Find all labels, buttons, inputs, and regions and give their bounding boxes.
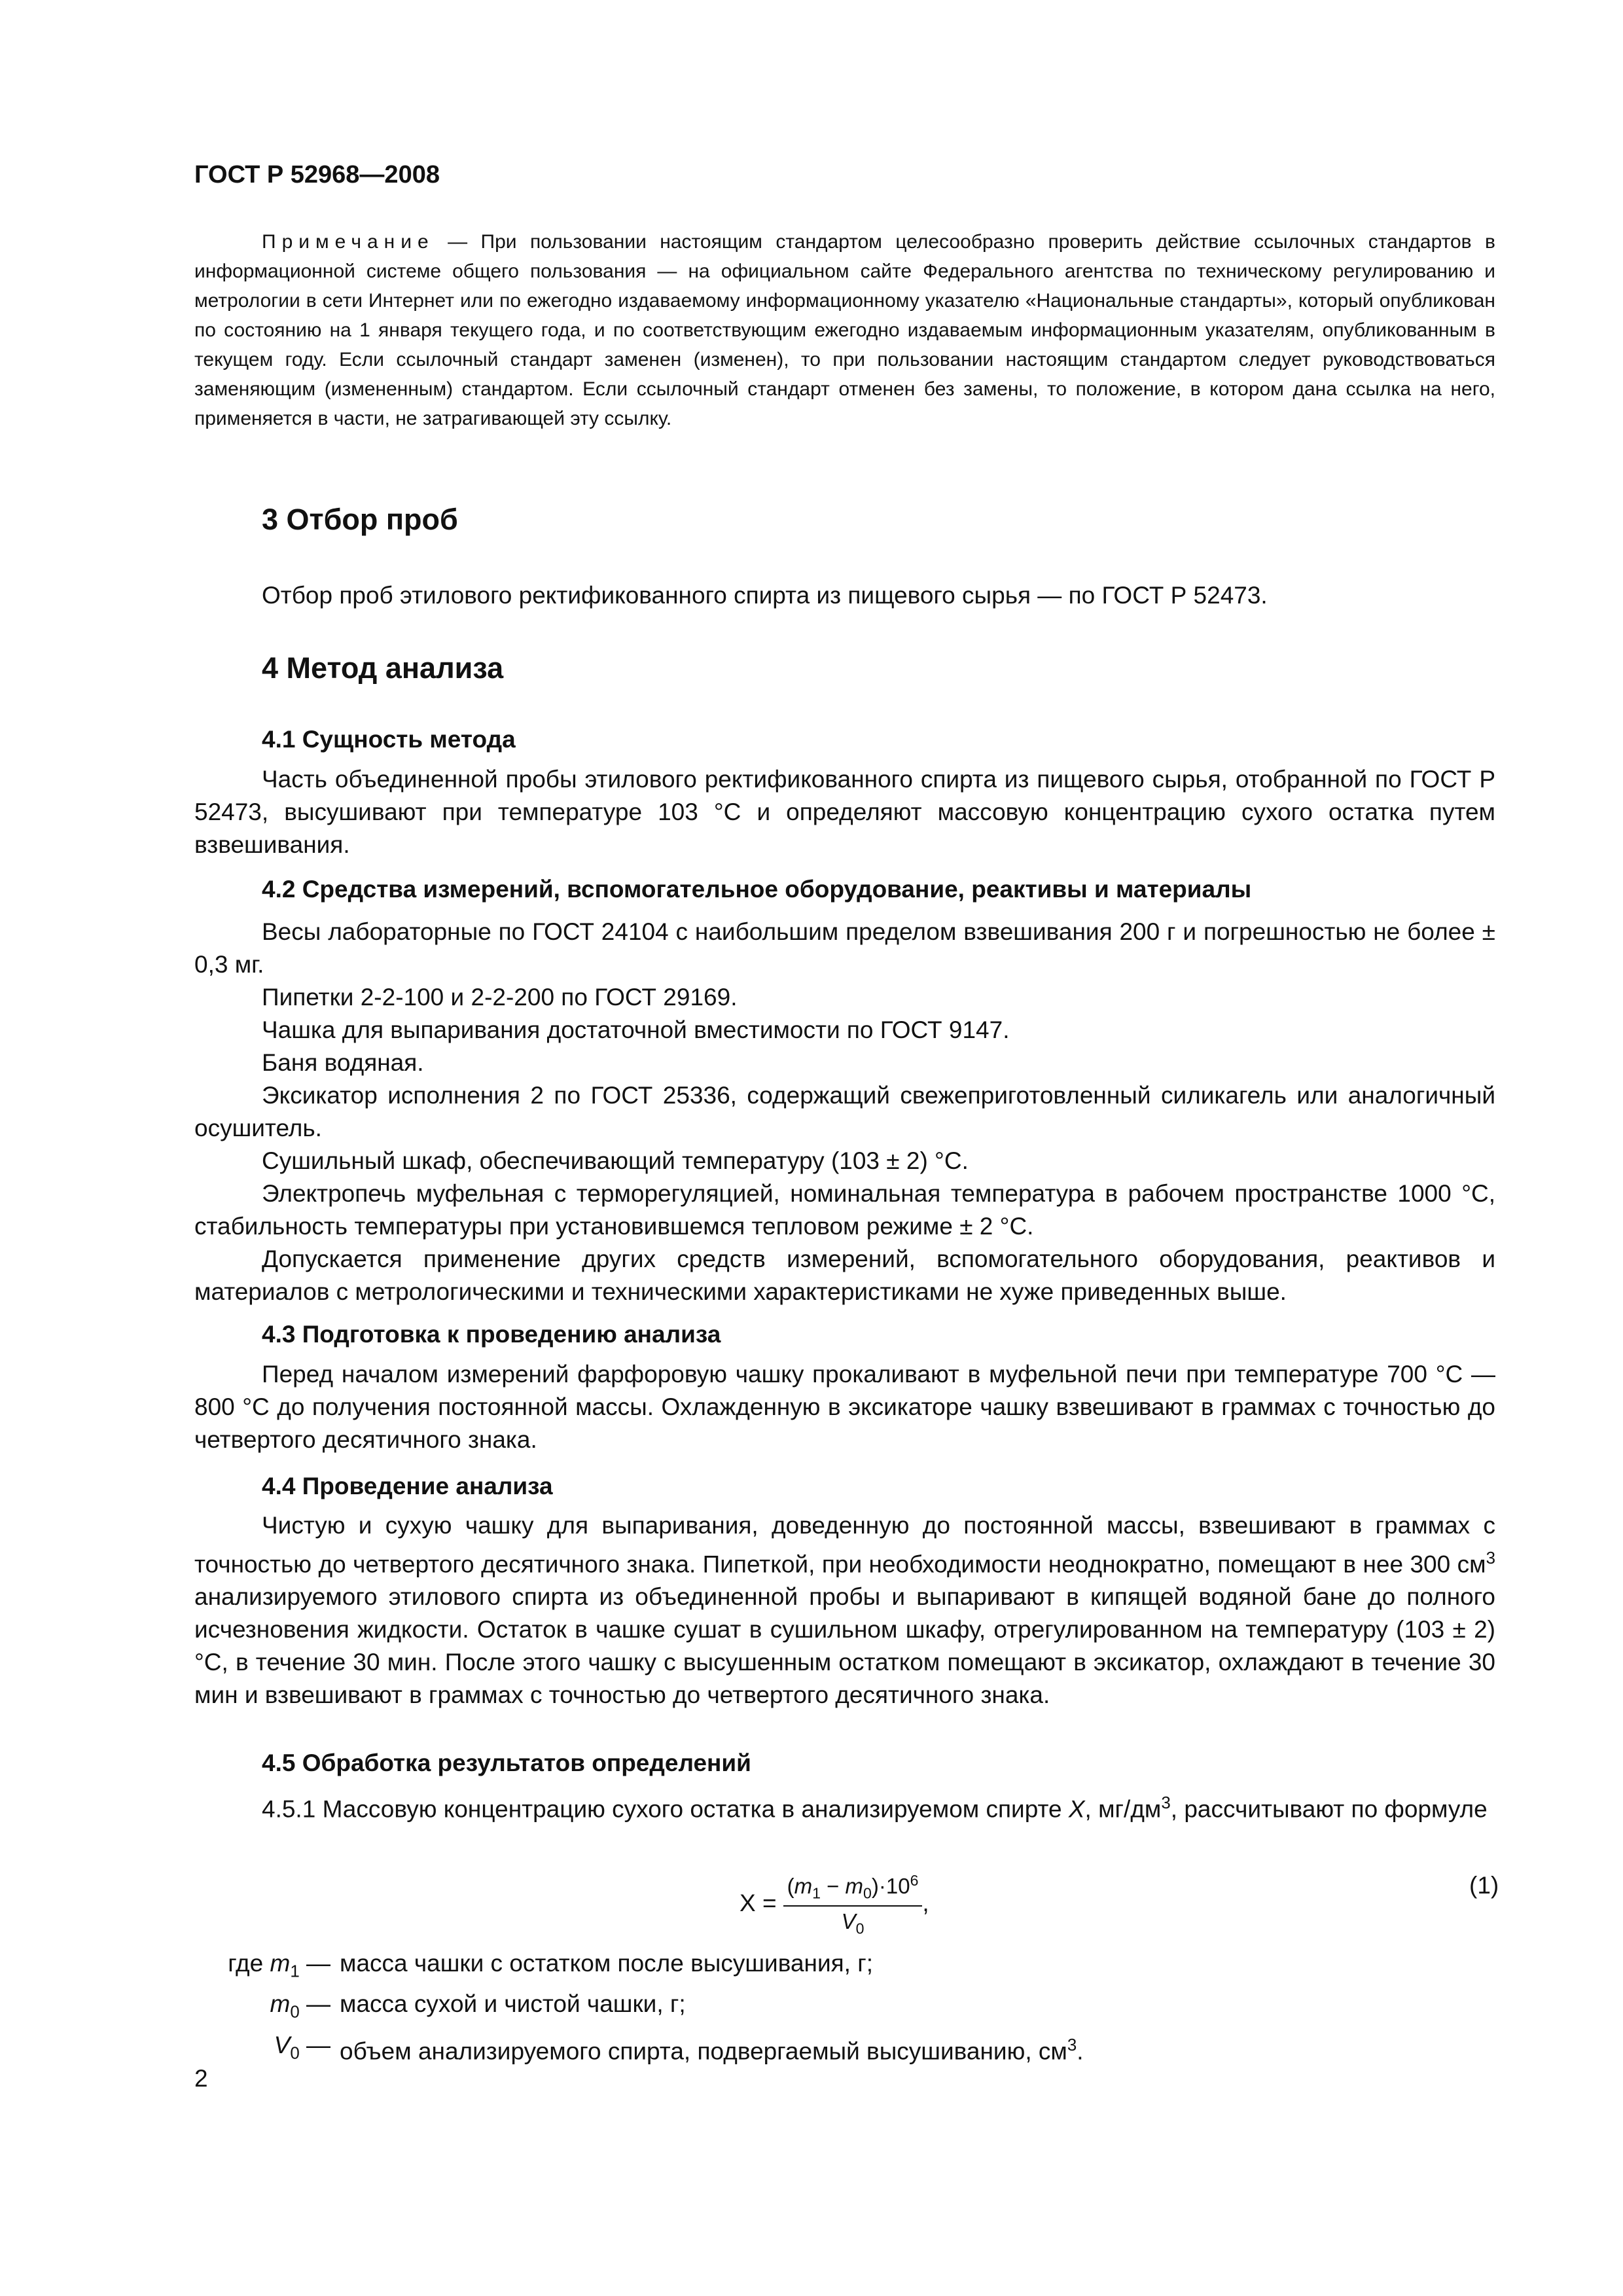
note-paragraph [194, 227, 1495, 433]
note-text: — При пользовании настоящим стандартом целесообразно проверить действие ссылочных стандартов в информационной системе общего пользования — на официальном сайте Федерального агентства по техническому регулированию и метрологии в сети Интернет или по ежегодно издаваемому информационному указателю «Национальные стандарты», который опубликован по состоянию на 1 января текущего года, и по соответствующим ежегодно издаваемым информационным указателям, опубликованным в текущем году. Если ссылочный стандарт заменен (изменен), то при пользовании настоящим стандартом следует руководствоваться заменяющим (измененным) стандартом. Если ссылочный стандарт отменен без замены, то положение, в котором дана ссылка на него, применяется в части, не затрагивающей эту ссылку. [194, 231, 1495, 429]
equation-number: (1) [1469, 1872, 1499, 1899]
section-4-1-title: 4.1 Сущность метода [262, 726, 516, 753]
section-4-4-text: Чистую и сухую чашку для выпаривания, доведенную до постоянной массы, взвешивают в граммах с точностью до четвертого десятичного знака. Пипеткой, при необходимости неоднократно, помещают в нее 300 $см^3$ анализируемого этилового спирта из объединенной пробы и выпаривают в кипящей водяной бане до полного исчезновения жидкости. Остаток в чашке сушат в сушильном шкафу, отрегулированном на температуру (103 ± 2) °С, в течение 30 мин. После этого чашку с высушенным остатком помещают в эксикатор, охлаждают в течение 30 мин и взвешивают в граммах с точностью до четвертого десятичного знака. [194, 1512, 1495, 1709]
section-4-title: 4 Метод анализа [262, 651, 504, 685]
section-4-3-title: 4.3 Подготовка к проведению анализа [262, 1321, 721, 1348]
formula-definitions [194, 1947, 1084, 2070]
definition-row: $V_0$ — объем анализируемого спирта, подвергаемый высушиванию, $см^3$. [274, 2031, 1084, 2065]
formula-1: X = $\frac{(m_1 - m_0)\cdot 10^6}{V_0}$ , [740, 1872, 929, 1937]
definition-row: $m_0$ — масса сухой и чистой чашки, г; [270, 1990, 686, 2022]
formula-denominator: $V_0$ [841, 1909, 865, 1937]
definition-row: где $m_1$ — масса чашки с остатком после высушивания, г; [228, 1950, 873, 1981]
section-4-2-text: Весы лабораторные по ГОСТ 24104 с наибольшим пределом взвешивания 200 г и погрешностью не более ± 0,3 мг. Пипетки 2-2-100 и 2-2-200 по ГОСТ 29169. Чашка для выпаривания достаточной вместимости по ГОСТ 9147. Баня водяная. Эксикатор исполнения 2 по ГОСТ 25336, содержащий свежеприготовленный силикагель или аналогичный осушитель. Сушильный шкаф, обеспечивающий температуру (103 ± 2) °С. Электропечь муфельная с терморегуляцией, номинальная температура в рабочем пространстве 1000 °С, стабильность температуры при установившемся тепловом режиме ± 2 °С. Допускается применение других средств измерений, вспомогательного оборудования, реактивов и материалов с метрологическими и техническими характеристиками не хуже приведенных выше. [194, 918, 1495, 1305]
section-4-5-title: 4.5 Обработка результатов определений [262, 1749, 751, 1776]
section-3-title: 3 Отбор проб [262, 503, 458, 536]
section-4-4-title: 4.4 Проведение анализа [262, 1473, 553, 1499]
section-4-2-title: 4.2 Средства измерений, вспомогательное оборудование, реактивы и материалы [262, 876, 1252, 903]
section-4-3-text: Перед началом измерений фарфоровую чашку прокаливают в муфельной печи при температуре 700 °С — 800 °С до получения постоянной массы. Охлажденную в эксикаторе чашку взвешивают в граммах с точностью до четвертого десятичного знака. [194, 1361, 1495, 1453]
section-4-1-text: Часть объединенной пробы этилового ректификованного спирта из пищевого сырья, отобранной по ГОСТ Р 52473, высушивают при температуре 103 °С и определяют массовую концентрацию сухого остатка путем взвешивания. [194, 766, 1495, 858]
document-header: ГОСТ Р 52968—2008 [194, 161, 440, 188]
page-number: 2 [194, 2065, 208, 2092]
section-4-5-text: 4.5.1 Массовую концентрацию сухого остатка в анализируемом спирте X, $мг/дм^3$, рассчитывают по формуле [262, 1794, 1488, 1823]
formula-numerator: $(m_1 - m_0)\cdot 10^6$ [783, 1872, 923, 1907]
section-3-text: Отбор проб этилового ректификованного спирта из пищевого сырья — по ГОСТ Р 52473. [262, 582, 1268, 609]
formula-fraction [783, 1872, 923, 1937]
note-label: Примечание [262, 231, 435, 253]
